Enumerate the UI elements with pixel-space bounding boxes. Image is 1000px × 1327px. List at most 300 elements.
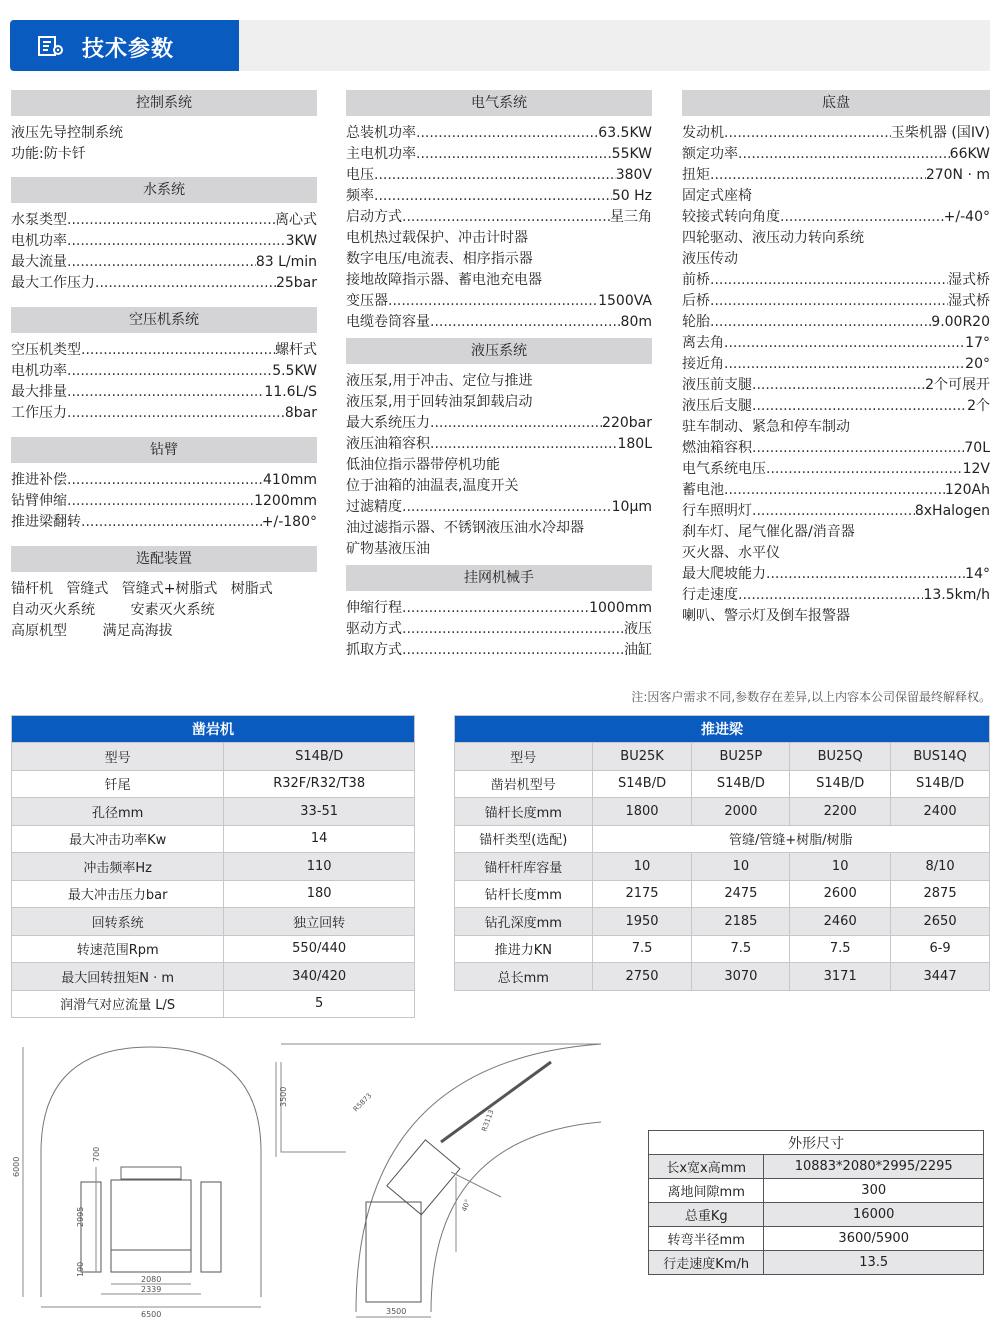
table-cell: 型号	[12, 743, 224, 771]
table-cell: 110	[224, 853, 415, 881]
dot-leader	[724, 354, 965, 375]
options-line: 锚杆机 管缝式 管缝式+树脂式 树脂式	[11, 581, 273, 597]
dot-leader	[430, 413, 602, 434]
table-row	[455, 770, 990, 798]
dot-leader	[430, 312, 621, 333]
spec-label: 位于油箱的油温表,温度开关	[346, 478, 519, 494]
table-cell: 7.5	[592, 935, 692, 963]
spec-row	[682, 543, 990, 564]
spec-label: 灭火器、水平仪	[682, 545, 780, 561]
spec-label: 变压器	[346, 293, 388, 309]
section-header	[10, 20, 990, 71]
spec-value: 50 Hz	[611, 188, 652, 204]
table-cell: 2200	[790, 798, 891, 826]
spec-row	[11, 361, 317, 382]
spec-column-1	[11, 90, 317, 642]
table-cell: 独立回转	[224, 908, 415, 936]
table-cell: 转弯半径mm	[649, 1227, 764, 1251]
table-cell: 型号	[455, 743, 593, 771]
table-cell: 3171	[790, 963, 891, 991]
spec-row	[11, 340, 317, 361]
spec-label: 电机功率	[11, 233, 67, 249]
table-cell: 3600/5900	[764, 1227, 984, 1251]
table-cell: S14B/D	[891, 770, 990, 798]
table-row	[12, 963, 415, 991]
document-settings-icon	[38, 36, 64, 56]
dot-leader	[374, 186, 612, 207]
table-cell: 7.5	[790, 935, 891, 963]
spec-label: 前桥	[682, 272, 710, 288]
dot-leader	[752, 375, 925, 396]
table-cell: BU25P	[692, 743, 790, 771]
spec-value: 1000mm	[589, 600, 652, 616]
water-rows	[11, 210, 317, 294]
spec-label: 接近角	[682, 356, 724, 372]
spec-label: 工作压力	[11, 405, 67, 421]
table-row	[455, 825, 990, 853]
spec-row	[346, 392, 652, 413]
spec-value: 2个	[967, 398, 990, 414]
spec-label: 推进梁翻转	[11, 514, 81, 530]
spec-label: 液压后支腿	[682, 398, 752, 414]
table-cell: 总重Kg	[649, 1203, 764, 1227]
spec-value: 2个可展开	[925, 377, 990, 393]
dimension-drawing	[11, 1022, 611, 1322]
dot-leader	[402, 598, 589, 619]
spec-row	[682, 522, 990, 543]
control-line: 液压先导控制系统	[11, 125, 123, 141]
spec-row	[11, 273, 317, 294]
spec-label: 额定功率	[682, 146, 738, 162]
spec-label: 扭矩	[682, 167, 710, 183]
table-cell: 16000	[764, 1203, 984, 1227]
spec-row	[682, 459, 990, 480]
spec-row	[346, 291, 652, 312]
table-cell: 3070	[692, 963, 790, 991]
spec-label: 最大工作压力	[11, 275, 95, 291]
table-cell: 10883*2080*2995/2295	[764, 1155, 984, 1179]
table-row	[12, 908, 415, 936]
spec-value: 5.5KW	[272, 363, 317, 379]
spec-row	[346, 598, 652, 619]
table-cell: 2750	[592, 963, 692, 991]
spec-label: 液压油箱容积	[346, 436, 430, 452]
spec-value: +/-180°	[261, 514, 317, 530]
table-row	[455, 798, 990, 826]
dot-leader	[752, 501, 915, 522]
spec-row	[682, 417, 990, 438]
table-cell: 10	[790, 853, 891, 881]
table-cell: 2000	[692, 798, 790, 826]
table-row	[12, 853, 415, 881]
dot-leader	[710, 165, 926, 186]
dot-leader	[416, 144, 612, 165]
chassis-title: 底盘	[682, 90, 990, 116]
dot-leader	[388, 291, 598, 312]
table-cell: 2600	[790, 880, 891, 908]
page-title: 技术参数	[82, 37, 175, 62]
table-cell: 钎尾	[12, 770, 224, 798]
table-row	[455, 908, 990, 936]
spec-row	[346, 476, 652, 497]
spec-label: 最大排量	[11, 384, 67, 400]
dot-leader	[710, 291, 948, 312]
table-row	[455, 963, 990, 991]
spec-row	[346, 207, 652, 228]
table-cell: BU25Q	[790, 743, 891, 771]
chassis-rows	[682, 123, 990, 627]
table-cell: 锚杆长度mm	[455, 798, 593, 826]
options-line: 高原机型 满足高海拔	[11, 623, 173, 639]
table-cell: 2875	[891, 880, 990, 908]
table-cell: BUS14Q	[891, 743, 990, 771]
spec-value: 10μm	[611, 499, 652, 515]
spec-value: 油缸	[624, 642, 652, 658]
spec-value: 11.6L/S	[264, 384, 317, 400]
dim-radius-outer: R5873	[351, 1091, 374, 1114]
dot-leader	[81, 340, 275, 361]
spec-label: 行走速度	[682, 587, 738, 603]
table-cell: 总长mm	[455, 963, 593, 991]
table-cell: 最大冲击功率Kw	[12, 825, 224, 853]
spec-label: 刹车灯、尾气催化器/消音器	[682, 524, 855, 540]
table-row	[12, 880, 415, 908]
spec-row	[346, 434, 652, 455]
spec-row	[346, 619, 652, 640]
spec-label: 电压	[346, 167, 374, 183]
spec-value: 14°	[965, 566, 990, 582]
spec-value: 20°	[965, 356, 990, 372]
table-cell: 2650	[891, 908, 990, 936]
spec-label: 蓄电池	[682, 482, 724, 498]
table-cell: 14	[224, 825, 415, 853]
table-cell: 5	[224, 990, 415, 1018]
table-cell: 离地间隙mm	[649, 1179, 764, 1203]
table-row	[455, 935, 990, 963]
spec-value: 180L	[617, 436, 652, 452]
table-row	[12, 825, 415, 853]
spec-value: 1200mm	[254, 493, 317, 509]
spec-value: 湿式桥	[948, 272, 990, 288]
electric-title: 电气系统	[346, 90, 652, 116]
table-cell: BU25K	[592, 743, 692, 771]
air-title: 空压机系统	[11, 307, 317, 333]
hydraulic-rows	[346, 371, 652, 560]
spec-label: 钻臂伸缩	[11, 493, 67, 509]
spec-row	[346, 228, 652, 249]
spec-label: 电机热过载保护、冲击计时器	[346, 230, 528, 246]
spec-label: 频率	[346, 188, 374, 204]
spec-label: 油过滤指示器、不锈钢液压油水冷却器	[346, 520, 584, 536]
dot-leader	[766, 564, 965, 585]
spec-label: 液压前支腿	[682, 377, 752, 393]
spec-label: 启动方式	[346, 209, 402, 225]
dot-leader	[67, 470, 263, 491]
spec-value: 螺杆式	[275, 342, 317, 358]
spec-row	[682, 333, 990, 354]
spec-value: 120Ah	[944, 482, 990, 498]
spec-row	[682, 186, 990, 207]
netarm-rows	[346, 598, 652, 661]
spec-label: 液压泵,用于回转油泵卸载启动	[346, 394, 533, 410]
table-cell: 13.5	[764, 1251, 984, 1275]
spec-label: 较接式转向角度	[682, 209, 780, 225]
dot-leader	[67, 403, 285, 424]
options-line: 自动灭火系统 安素灭火系统	[11, 602, 215, 618]
dot-leader	[67, 210, 275, 231]
dot-leader	[402, 640, 624, 661]
table-cell: 2175	[592, 880, 692, 908]
spec-value: 13.5km/h	[923, 587, 990, 603]
dim-3500-vertical: 3500	[279, 1086, 288, 1107]
spec-label: 最大爬坡能力	[682, 566, 766, 582]
spec-value: 玉柴机器 (国IV)	[890, 125, 990, 141]
table-cell: 管缝/管缝+树脂/树脂	[592, 825, 989, 853]
table-row	[12, 770, 415, 798]
spec-value: 8bar	[284, 405, 317, 421]
table-row	[455, 880, 990, 908]
spec-row	[682, 228, 990, 249]
spec-label: 固定式座椅	[682, 188, 752, 204]
dot-leader	[374, 165, 616, 186]
table-row	[649, 1155, 984, 1179]
spec-row	[346, 497, 652, 518]
dot-leader	[724, 480, 945, 501]
spec-row	[682, 207, 990, 228]
table-cell: 6-9	[891, 935, 990, 963]
table-row	[649, 1251, 984, 1275]
spec-row	[682, 312, 990, 333]
spec-row	[11, 512, 317, 533]
spec-value: 25bar	[275, 275, 317, 291]
table-cell: 钻杆长度mm	[455, 880, 593, 908]
table-cell: S14B/D	[790, 770, 891, 798]
dot-leader	[81, 512, 262, 533]
dot-leader	[67, 231, 286, 252]
spec-row	[682, 165, 990, 186]
netarm-title: 挂网机械手	[346, 565, 652, 591]
spec-value: 380V	[615, 167, 652, 183]
dot-leader	[402, 619, 624, 640]
spec-row	[346, 413, 652, 434]
dimensions-title: 外形尺寸	[649, 1131, 984, 1155]
spec-value: 离心式	[275, 212, 317, 228]
air-rows	[11, 340, 317, 424]
spec-label: 总装机功率	[346, 125, 416, 141]
spec-value: 70L	[964, 440, 990, 456]
spec-row	[11, 470, 317, 491]
table-row	[12, 798, 415, 826]
spec-label: 燃油箱容积	[682, 440, 752, 456]
dot-leader	[67, 252, 256, 273]
table-cell: 凿岩机型号	[455, 770, 593, 798]
dot-leader	[710, 312, 931, 333]
dot-leader	[67, 382, 264, 403]
spec-label: 数字电压/电流表、相序指示器	[346, 251, 533, 267]
table-row	[649, 1203, 984, 1227]
spec-label: 推进补偿	[11, 472, 67, 488]
dim-6000: 6000	[12, 1156, 21, 1177]
spec-row	[346, 165, 652, 186]
table-cell: S14B/D	[592, 770, 692, 798]
feedbeam-title: 推进梁	[455, 716, 990, 743]
dimensions-table	[648, 1130, 984, 1275]
table-cell: 2475	[692, 880, 790, 908]
spec-label: 矿物基液压油	[346, 541, 430, 557]
spec-row	[682, 606, 990, 627]
table-row	[649, 1179, 984, 1203]
spec-row	[682, 585, 990, 606]
boom-rows	[11, 470, 317, 533]
dot-leader	[430, 434, 617, 455]
spec-label: 离去角	[682, 335, 724, 351]
table-row	[12, 935, 415, 963]
spec-label: 电机功率	[11, 363, 67, 379]
spec-label: 后桥	[682, 293, 710, 309]
table-cell: 最大冲击压力bar	[12, 880, 224, 908]
hydraulic-title: 液压系统	[346, 338, 652, 364]
spec-row	[682, 501, 990, 522]
spec-label: 低油位指示器带停机功能	[346, 457, 500, 473]
spec-row	[11, 382, 317, 403]
spec-value: 1500VA	[598, 293, 652, 309]
dot-leader	[402, 497, 612, 518]
spec-value: 液压	[624, 621, 652, 637]
table-cell: 润滑气对应流量 L/S	[12, 990, 224, 1018]
spec-value: 星三角	[610, 209, 652, 225]
spec-row	[682, 375, 990, 396]
spec-row	[682, 123, 990, 144]
dot-leader	[738, 144, 950, 165]
spec-value: 湿式桥	[948, 293, 990, 309]
spec-value: 66KW	[949, 146, 990, 162]
table-cell: 2460	[790, 908, 891, 936]
table-cell: 行走速度Km/h	[649, 1251, 764, 1275]
spec-row	[346, 312, 652, 333]
spec-value: 63.5KW	[598, 125, 652, 141]
spec-row	[11, 210, 317, 231]
table-row	[649, 1227, 984, 1251]
spec-label: 主电机功率	[346, 146, 416, 162]
dot-leader	[724, 333, 965, 354]
spec-row	[682, 564, 990, 585]
dim-3500-horizontal: 3500	[386, 1307, 407, 1316]
dot-leader	[67, 491, 254, 512]
table-cell: 锚杆杆库容量	[455, 853, 593, 881]
table-cell: 300	[764, 1179, 984, 1203]
spec-row	[346, 270, 652, 291]
spec-value: 55KW	[611, 146, 652, 162]
spec-row	[346, 455, 652, 476]
disclaimer-note: 注:因客户需求不同,参数存在差异,以上内容本公司保留最终解释权。	[631, 690, 991, 704]
spec-value: 9.00R20	[931, 314, 990, 330]
dim-190: 190	[76, 1261, 85, 1277]
spec-value: 83 L/min	[255, 254, 317, 270]
table-cell: R32F/R32/T38	[224, 770, 415, 798]
spec-label: 发动机	[682, 125, 724, 141]
spec-value: 270N · m	[925, 167, 990, 183]
table-cell: S14B/D	[692, 770, 790, 798]
spec-row	[346, 249, 652, 270]
spec-row	[11, 252, 317, 273]
spec-column-3	[682, 90, 990, 627]
table-cell: 1950	[592, 908, 692, 936]
table-row	[12, 743, 415, 771]
boom-title: 钻臂	[11, 437, 317, 463]
spec-label: 喇叭、警示灯及倒车报警器	[682, 608, 850, 624]
tunnel-front-view	[23, 1047, 261, 1307]
spec-row	[346, 371, 652, 392]
spec-label: 液压泵,用于冲击、定位与推进	[346, 373, 533, 389]
table-cell: 10	[692, 853, 790, 881]
spec-value: 17°	[965, 335, 990, 351]
spec-label: 最大流量	[11, 254, 67, 270]
dim-2995: 2995	[76, 1206, 85, 1227]
table-row	[12, 990, 415, 1018]
table-cell: 转速范围Rpm	[12, 935, 224, 963]
electric-rows	[346, 123, 652, 333]
table-cell: 2185	[692, 908, 790, 936]
table-cell: 8/10	[891, 853, 990, 881]
rockdrill-title: 凿岩机	[12, 716, 415, 743]
dot-leader	[710, 270, 948, 291]
table-cell: 冲击频率Hz	[12, 853, 224, 881]
spec-row	[682, 291, 990, 312]
table-cell: 180	[224, 880, 415, 908]
dim-2080: 2080	[141, 1275, 162, 1284]
table-cell: 长x宽x高mm	[649, 1155, 764, 1179]
spec-row	[346, 518, 652, 539]
spec-label: 最大系统压力	[346, 415, 430, 431]
feedbeam-table	[454, 715, 990, 991]
spec-label: 过滤精度	[346, 499, 402, 515]
spec-label: 电缆卷筒容量	[346, 314, 430, 330]
spec-label: 抓取方式	[346, 642, 402, 658]
control-line: 功能:防卡钎	[11, 146, 86, 162]
table-cell: 推进力KN	[455, 935, 593, 963]
spec-value: +/-40°	[943, 209, 990, 225]
spec-row	[682, 144, 990, 165]
dim-angle: 40°	[460, 1198, 473, 1213]
table-row	[455, 853, 990, 881]
spec-label: 轮胎	[682, 314, 710, 330]
table-cell: 最大回转扭矩N · m	[12, 963, 224, 991]
table-cell: 回转系统	[12, 908, 224, 936]
spec-label: 水泵类型	[11, 212, 67, 228]
spec-column-2	[346, 90, 652, 661]
spec-value: 80m	[620, 314, 652, 330]
spec-label: 接地故障指示器、蓄电池充电器	[346, 272, 542, 288]
spec-row	[682, 354, 990, 375]
spec-value: 410mm	[263, 472, 317, 488]
spec-row	[682, 270, 990, 291]
dot-leader	[402, 207, 610, 228]
dot-leader	[752, 438, 964, 459]
spec-label: 电气系统电压	[682, 461, 766, 477]
spec-value: 12V	[962, 461, 990, 477]
table-cell: 33-51	[224, 798, 415, 826]
table-cell: S14B/D	[224, 743, 415, 771]
dim-700: 700	[92, 1146, 101, 1162]
dot-leader	[780, 207, 944, 228]
dot-leader	[752, 396, 967, 417]
table-cell: 1800	[592, 798, 692, 826]
spec-label: 伸缩行程	[346, 600, 402, 616]
spec-row	[346, 144, 652, 165]
spec-row	[682, 438, 990, 459]
dot-leader	[766, 459, 963, 480]
spec-value: 220bar	[602, 415, 652, 431]
